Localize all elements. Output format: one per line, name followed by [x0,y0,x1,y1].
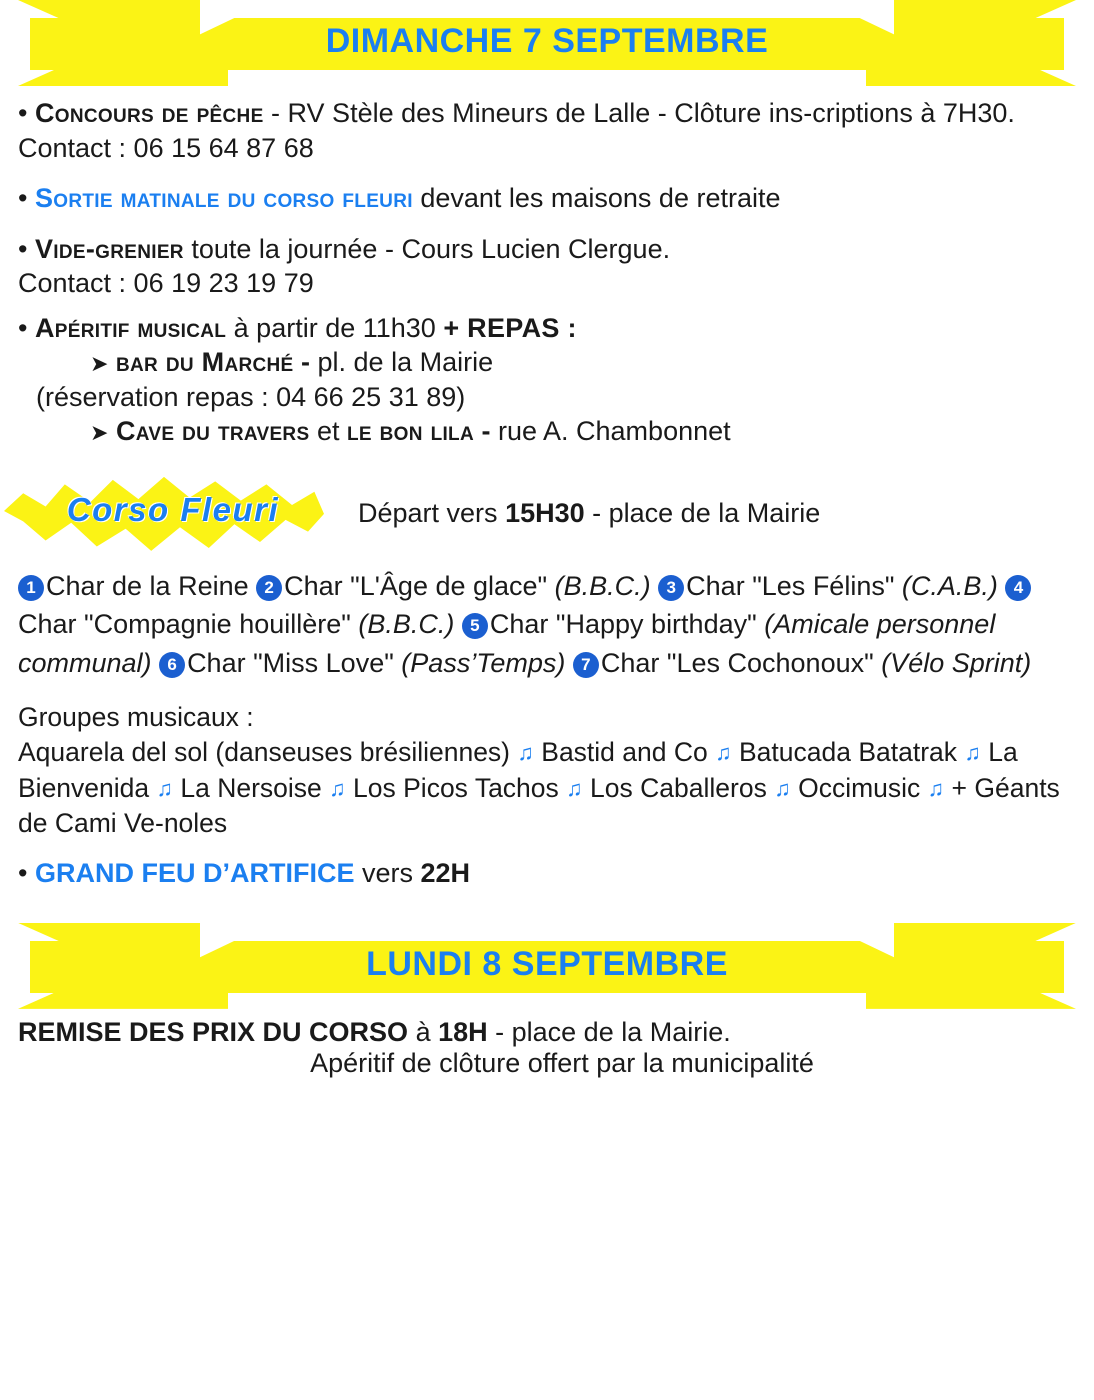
groupe-item: Aquarela del sol (danseuses brésiliennes) [18,737,511,768]
bullet-icon: • [18,312,28,343]
corso-fleuri-logo-text: Corso Fleuri [66,490,280,528]
groupes-musicaux-block [18,700,1076,842]
groupes-musicaux-title: Groupes musicaux : [18,701,254,732]
corso-depart-line [328,498,820,529]
music-note-icon: ♫ [517,740,534,766]
music-note-icon: ♫ [964,740,981,766]
music-note-icon: ♫ [329,775,346,801]
entry-text-vide-grenier: toute la journée - Cours Lucien Clergue. [183,233,671,264]
entry-label-concours-peche: Concours de pêche [34,98,264,128]
char-number-badge: 6 [159,652,185,678]
music-note-icon: ♫ [774,775,791,801]
char-number-badge: 1 [18,575,44,601]
groupe-item: Batucada Batatrak [738,737,958,768]
char-name: Char "Les Cochonoux" [600,647,882,678]
char-item [18,571,249,601]
entry-contact-vide-grenier: Contact : 06 19 23 19 79 [18,268,314,299]
entry-text-sortie-matinale: devant les maisons de retraite [412,183,781,214]
entry-aperitif-musical [18,311,1076,449]
footer-end: - place de la Mairie. [487,1016,731,1047]
sub-label-bar-du-marche: bar du Marché [115,347,294,378]
footer-line-2: Apéritif de clôture offert par la municipalité [310,1047,814,1078]
char-number-badge: 5 [462,613,488,639]
char-item [256,571,651,601]
char-name: Char "L'Âge de glace" [284,570,555,601]
entry-text-concours-peche: - RV Stèle des Mineurs de Lalle - Clôture ins-criptions à 7H30. Contact : 06 15 64 87 68 [18,98,1015,163]
char-org: (Vélo Sprint) [881,647,1032,678]
footer-label-remise: REMISE DES PRIX DU CORSO [18,1016,409,1047]
sub-text-bar-du-marche: pl. de la Mairie [317,347,494,378]
entry-text-feu-artifice: vers [354,857,421,888]
corso-depart-hour: 15H30 [505,498,585,529]
char-number-badge: 4 [1005,575,1031,601]
char-name: Char "Miss Love" [187,647,402,678]
program-content [0,86,1094,889]
entry-label-aperitif: Apéritif musical [34,312,227,343]
entry-label-sortie-matinale: Sortie matinale du corso fleuri [34,183,413,214]
banner-title-dimanche: DIMANCHE 7 SEPTEMBRE [325,22,769,60]
char-number-badge: 3 [658,575,684,601]
char-item [573,648,1031,678]
char-org: (C.A.B.) [901,570,998,601]
sub-dash-2: - [473,416,498,447]
char-org: (B.B.C.) [554,570,651,601]
groupes-musicaux-list [18,735,1076,842]
corso-fleuri-logo [18,475,328,553]
groupe-item: + Géants de Cami Ve-noles [18,772,1060,839]
banner-lundi [0,923,1094,1009]
bullet-icon: • [18,98,28,128]
sub-mid-et: et [309,416,347,447]
char-org: (Pass’Temps) [401,647,566,678]
groupe-item: Occimusic [798,772,921,803]
sub-dash-1: - [293,347,318,378]
char-item [159,648,565,678]
entry-feu-artifice [18,858,1076,889]
footer-line-1 [18,1017,1076,1048]
char-item [658,571,998,601]
music-note-icon: ♫ [927,775,945,801]
entry-text-aperitif: à partir de 11h30 [226,312,444,343]
bullet-icon: • [18,233,28,264]
bullet-icon: • [18,857,28,888]
groupe-item: Los Caballeros [590,772,767,803]
entry-sortie-matinale [18,181,1076,216]
aperitif-reservation-note: (réservation repas : 04 66 25 31 89) [36,381,466,412]
groupe-item: Bastid and Co [541,737,708,768]
sub-label-cave-du-travers: Cave du travers [115,416,310,447]
entry-vide-grenier [18,232,1076,301]
corso-depart-suffix: - place de la Mairie [584,498,821,529]
char-name: Char "Compagnie houillère" [18,609,359,640]
arrow-right-icon: ➤ [90,351,109,377]
footer-mid: à [408,1016,439,1047]
groupe-item: Los Picos Tachos [353,772,559,803]
sub-text-cave-du-travers: rue A. Chambonnet [497,416,731,447]
aperitif-sub-bar-du-marche [18,345,1076,380]
sub-label-le-bon-lila: le bon lila [346,416,474,447]
music-note-icon: ♫ [715,740,732,766]
char-name: Char "Les Félins" [686,570,902,601]
entry-plus-repas: + REPAS : [443,312,577,343]
char-number-badge: 7 [573,652,599,678]
corso-depart-prefix: Départ vers [358,498,506,529]
entry-concours-peche [18,96,1076,165]
groupe-item: La Nersoise [180,772,322,803]
footer-hour: 18H [438,1016,488,1047]
groupe-item: La Bienvenida [18,737,1018,803]
banner-title-lundi: LUNDI 8 SEPTEMBRE [366,944,728,983]
arrow-right-icon: ➤ [90,420,109,446]
char-org: (Amicale personnel communal) [18,609,996,678]
aperitif-sub-cave-du-travers [18,414,1076,449]
entry-label-vide-grenier: Vide-grenier [34,233,184,264]
entry-label-feu-artifice: GRAND FEU D’ARTIFICE [34,857,355,888]
corso-fleuri-header [18,475,1076,553]
char-name: Char "Happy birthday" [489,609,765,640]
footer-remise-des-prix [0,1009,1094,1079]
banner-dimanche [0,0,1094,86]
music-note-icon: ♫ [156,775,174,801]
spacer [0,889,1094,923]
char-number-badge: 2 [256,575,282,601]
bullet-icon: • [18,183,28,214]
music-note-icon: ♫ [566,775,583,801]
entry-hour-feu-artifice: 22H [420,857,471,888]
chars-list [18,567,1076,682]
char-name: Char de la Reine [46,570,249,601]
char-org: (B.B.C.) [358,609,455,640]
